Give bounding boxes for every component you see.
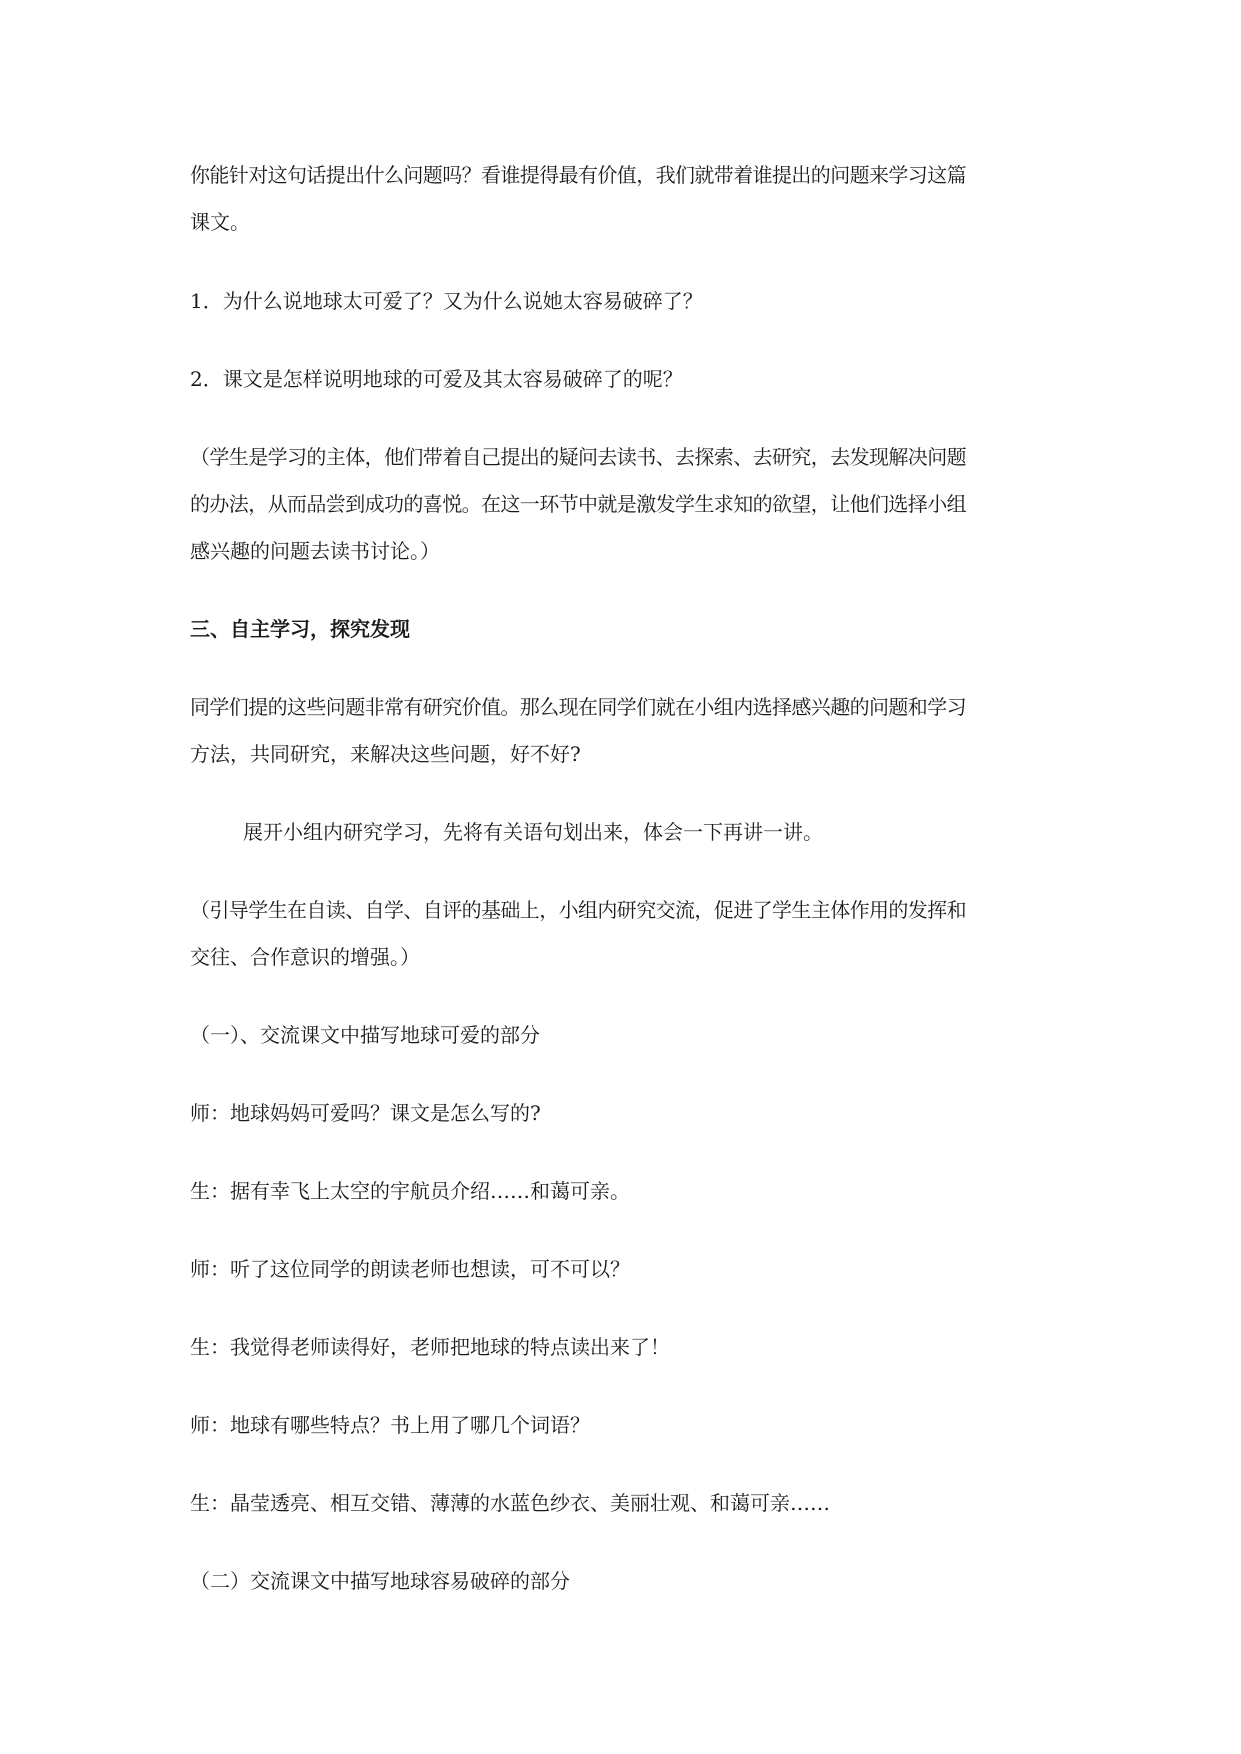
question-item-1: 1．为什么说地球太可爱了？又为什么说她太容易破碎了？ [190, 289, 703, 313]
dialogue-line-teacher-1: 师：地球妈妈可爱吗？课文是怎么写的? [190, 1101, 541, 1125]
question-item-2: 2．课文是怎样说明地球的可爱及其太容易破碎了的呢？ [190, 367, 683, 391]
subsection-heading-1: （一）、交流课文中描写地球可爱的部分 [190, 1023, 540, 1047]
paragraph-group-study: 同学们提的这些问题非常有研究价值。那么现在同学们就在小组内选择感兴趣的问题和学习 [190, 695, 966, 719]
paragraph-guidance-note: （引导学生在自读、自学、自评的基础上，小组内研究交流，促进了学生主体作用的发挥和 [190, 898, 966, 922]
paragraph-indented-instruction: 展开小组内研究学习，先将有关语句划出来，体会一下再讲一讲。 [243, 820, 823, 844]
paragraph-group-study-cont: 方法，共同研究，来解决这些问题，好不好? [190, 742, 581, 766]
dialogue-line-teacher-2: 师：听了这位同学的朗读老师也想读，可不可以？ [190, 1257, 630, 1281]
dialogue-line-student-3: 生：晶莹透亮、相互交错、薄薄的水蓝色纱衣、美丽壮观、和蔼可亲…… [190, 1491, 830, 1515]
paragraph-student-note-cont-2: 感兴趣的问题去读书讨论。） [190, 539, 440, 563]
dialogue-line-teacher-3: 师：地球有哪些特点？书上用了哪几个词语？ [190, 1413, 590, 1437]
paragraph-question-intro: 你能针对这句话提出什么问题吗？看谁提得最有价值，我们就带着谁提出的问题来学习这篇 [190, 163, 966, 187]
section-heading-3: 三、自主学习，探究发现 [190, 617, 410, 641]
dialogue-line-student-1: 生：据有幸飞上太空的宇航员介绍……和蔼可亲。 [190, 1179, 630, 1203]
paragraph-student-note: （学生是学习的主体，他们带着自己提出的疑问去读书、去探索、去研究，去发现解决问题 [190, 445, 966, 469]
subsection-heading-2: （二）交流课文中描写地球容易破碎的部分 [190, 1569, 570, 1593]
paragraph-student-note-cont-1: 的办法，从而品尝到成功的喜悦。在这一环节中就是激发学生求知的欲望，让他们选择小组 [190, 492, 966, 516]
paragraph-guidance-note-cont: 交往、合作意识的增强。） [190, 945, 420, 969]
dialogue-line-student-2: 生：我觉得老师读得好，老师把地球的特点读出来了！ [190, 1335, 670, 1359]
paragraph-question-intro-cont: 课文。 [190, 210, 250, 234]
